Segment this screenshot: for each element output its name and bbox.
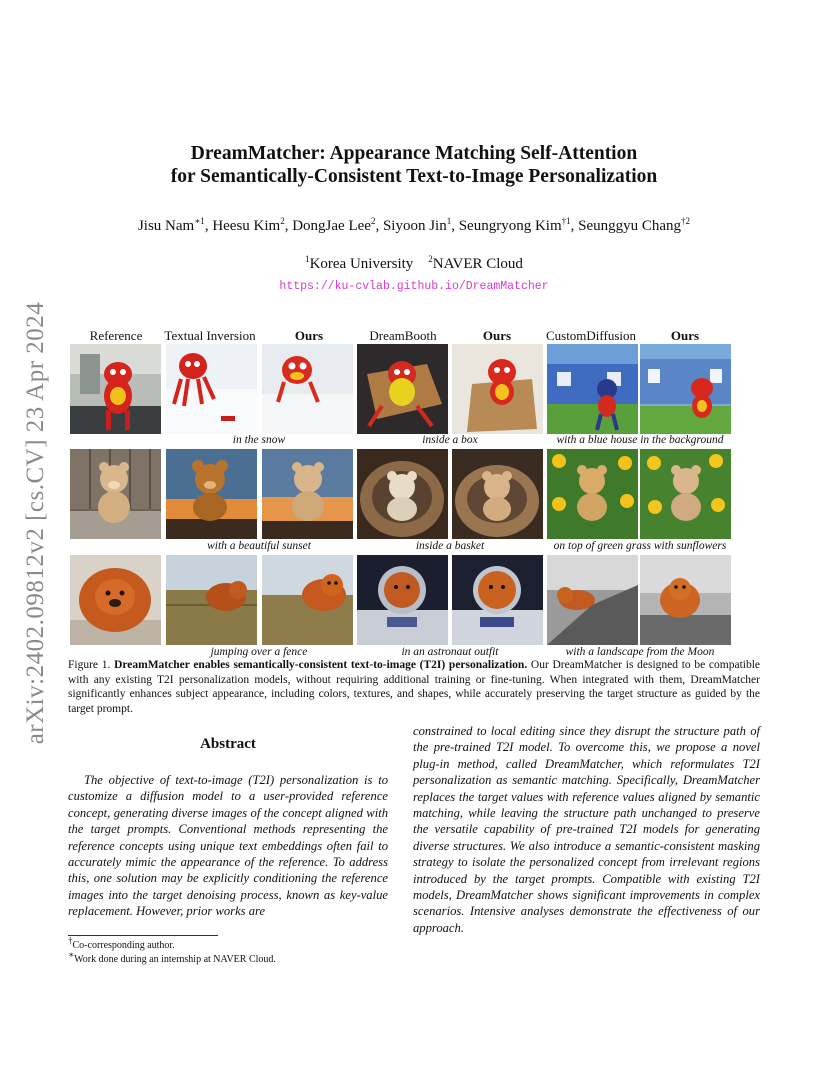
image-ours-teddy-basket [452, 449, 543, 539]
abstract-heading: Abstract [200, 736, 256, 752]
image-ours-monster-snow [262, 344, 353, 434]
col-header-ours: Ours [482, 328, 512, 343]
image-textual-inversion-teddy-sunset [166, 449, 257, 539]
arxiv-stamp [16, 285, 56, 760]
image-reference-chow [70, 555, 161, 645]
image-dreambooth-chow-astronaut [357, 555, 448, 645]
image-ours-monster-box [452, 344, 543, 434]
abstract-paragraph: constrained to local editing since they disrupt the structure path of the pre-trained T2I model. To overcome this, we propose a novel plug-in method, called DreamMatcher, which reformulates T2I personalization as semantic matching. Specifically, DreamMatcher replaces the target values with reference values aligned by semantic matching, while leaving the structure path unchanged to preserve the versatile capability of pre-trained T2I models for generating diverse structures. We also introduce a semantic-consistent masking strategy to isolate the personalized concept from irrelevant regions introduced by the target prompts. Compatible with existing T2I models, DreamMatcher shows significant improvements in complex scenarios. Intensive analyses demonstrate the effectiveness of our approach. [413, 724, 760, 935]
footnote: ∗Work done during an internship at NAVER Cloud. [68, 949, 276, 965]
row-caption: with a beautiful sunset [207, 540, 311, 552]
row-caption: jumping over a fence [210, 646, 308, 658]
figure-caption [68, 658, 760, 716]
row-caption: inside a box [422, 434, 478, 446]
figure-label: Figure 1. [68, 659, 111, 671]
affiliation: Korea University [309, 256, 414, 272]
row-caption: with a landscape from the Moon [565, 646, 715, 658]
author: Heesu Kim [212, 218, 281, 234]
col-header-textual-inversion: Textual Inversion [164, 328, 256, 343]
image-textual-inversion-monster-snow [166, 344, 257, 434]
image-ours-chow-astronaut [452, 555, 543, 645]
abstract-body-left [68, 772, 388, 920]
col-header-reference: Reference [89, 328, 143, 343]
image-dreambooth-teddy-basket [357, 449, 448, 539]
footnote-rule [68, 935, 218, 936]
abstract-body-right [413, 723, 760, 936]
paper-title-line-2: for Semantically-Consistent Text-to-Image Personalization [170, 166, 658, 187]
figure-caption-bold: DreamMatcher enables semantically-consistent text-to-image (T2I) personalization. [114, 659, 528, 671]
image-customdiffusion-teddy-sunflowers [547, 449, 638, 539]
image-customdiffusion-chow-moon [547, 555, 638, 645]
author: Seunggyu Chang [578, 218, 682, 234]
author: Siyoon Jin [382, 218, 447, 234]
author: DongJae Lee [292, 218, 371, 234]
author-list: Jisu Nam$^{∗1}$, Heesu Kim$^2$, DongJae Lee$^2$, Siyoon Jin$^1$, Seungryong Kim$^{\dagger 1}$, Seunggyu Chang$^{\dagger 2}$ [137, 216, 691, 234]
image-customdiffusion-monster-house [547, 344, 638, 434]
image-reference-monster [70, 344, 161, 434]
author: Seungryong Kim [458, 218, 562, 234]
row-caption: in an astronaut outfit [401, 646, 499, 658]
affiliations: $^1$Korea University $^2$NAVER Cloud [305, 254, 523, 272]
image-textual-inversion-chow-fence [166, 555, 257, 645]
col-header-dreambooth: DreamBooth [369, 328, 437, 343]
paper-title-line-1: DreamMatcher: Appearance Matching Self-Attention [190, 143, 638, 164]
image-ours-teddy-sunset [262, 449, 353, 539]
affiliation: NAVER Cloud [432, 256, 523, 272]
col-header-ours: Ours [670, 328, 700, 343]
image-ours-chow-moon [640, 555, 731, 645]
row-caption: in the snow [232, 434, 286, 446]
image-dreambooth-monster-box [357, 344, 448, 434]
author: Jisu Nam [137, 218, 195, 234]
project-url-link[interactable]: https://ku-cvlab.github.io/DreamMatcher [279, 280, 549, 293]
arxiv-stamp-text: arXiv:2402.09812v2 [cs.CV] 23 Apr 2024 [22, 301, 49, 744]
image-ours-monster-house [640, 344, 731, 434]
image-reference-teddy [70, 449, 161, 539]
figure-caption-text: Our DreamMatcher is designed to be compatible with any existing T2I personalization models, without requiring additional training or fine-tuning. When integrated with them, DreamMatcher significantly enhances subject appearance, including colors, textures, and shapes, while accurately preserving the target structure as guided by the target prompt. [68, 659, 761, 715]
row-caption: inside a basket [415, 540, 485, 552]
abstract-paragraph: The objective of text-to-image (T2I) personalization is to customize a diffusion model to a user-provided reference concept, generating diverse images of the concept aligned with the target prompts. Conventional methods representing the reference concepts using unique text embeddings often fail to accurately mimic the appearance of the reference. To address this, one solution may be explicitly conditioning the reference images into the target denoising process, known as key-value replacement. However, prior works are [68, 773, 388, 919]
row-caption: on top of green grass with sunflowers [553, 540, 727, 552]
row-caption: with a blue house in the background [556, 434, 724, 446]
footnote: †Co-corresponding author. [68, 935, 175, 951]
image-ours-chow-fence [262, 555, 353, 645]
col-header-ours: Ours [294, 328, 324, 343]
col-header-customdiffusion: CustomDiffusion [545, 328, 637, 343]
image-ours-teddy-sunflowers [640, 449, 731, 539]
